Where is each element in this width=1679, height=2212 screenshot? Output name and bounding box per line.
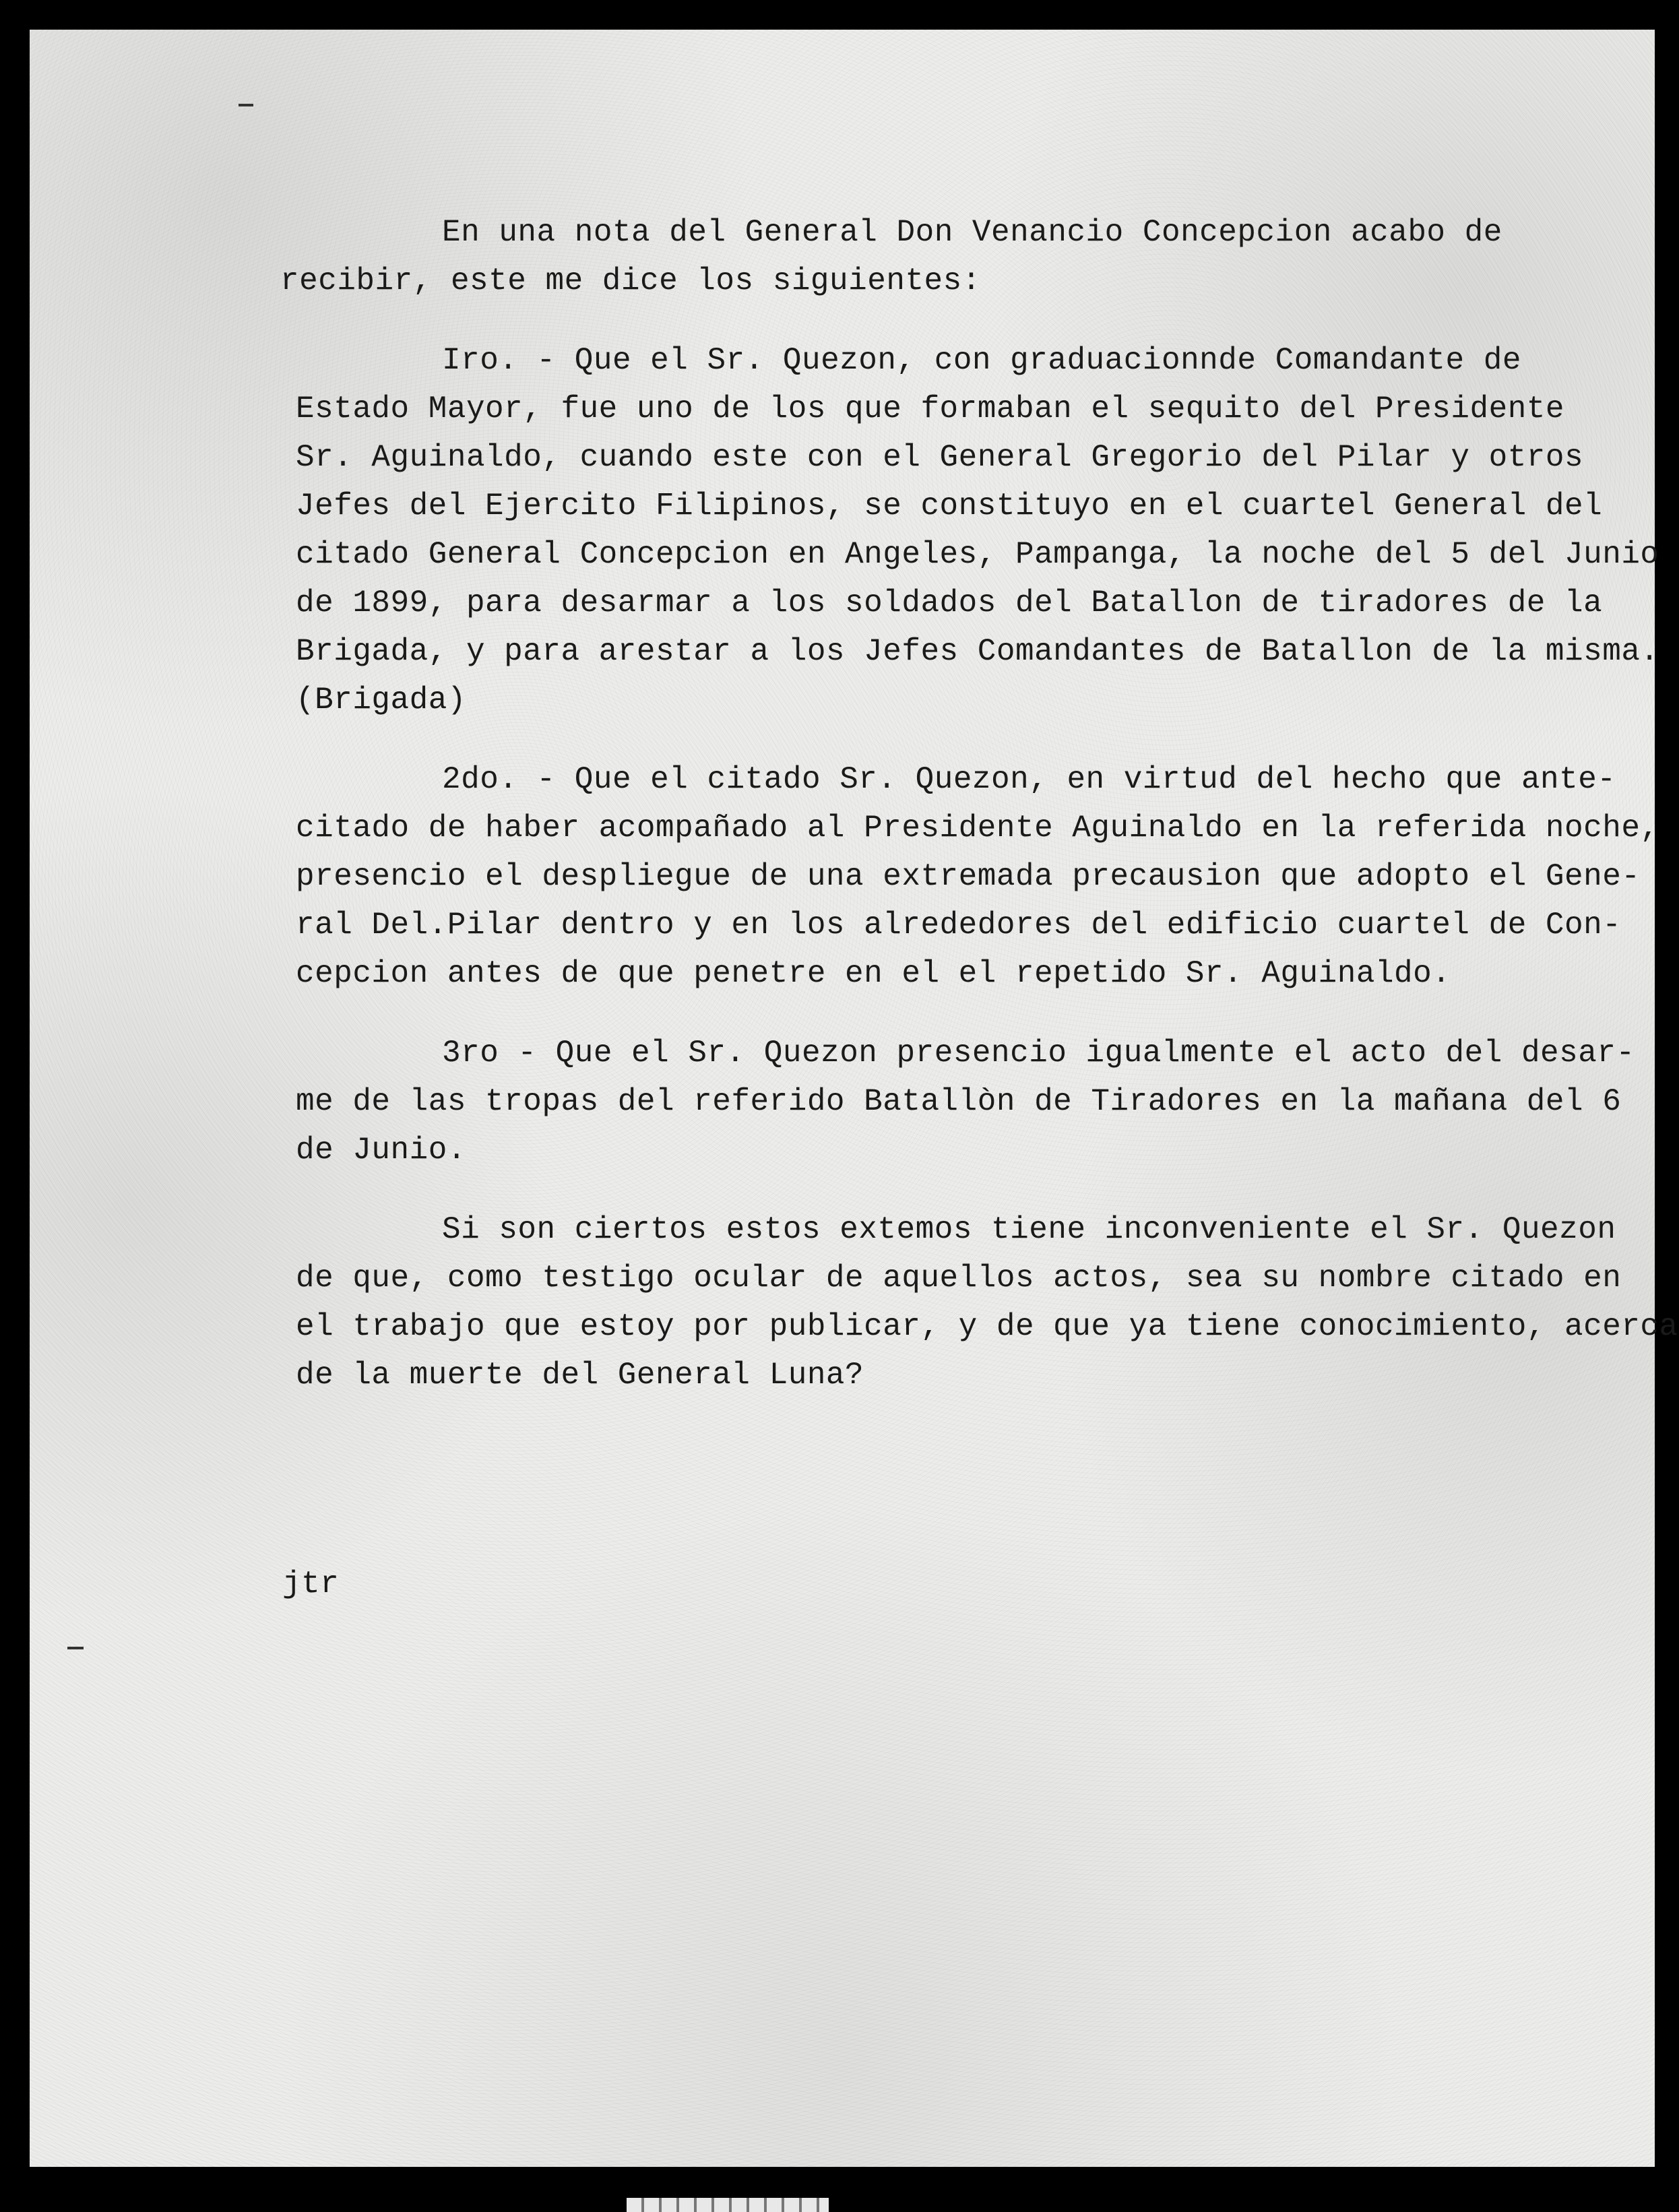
text-line: de que, como testigo ocular de aquellos actos, sea su nombre citado en xyxy=(296,1261,1622,1296)
text-line: 2do. - Que el citado Sr. Quezon, en virtud del hecho que ante- xyxy=(442,762,1616,797)
film-edge-strip xyxy=(627,2198,829,2212)
text-line: de la muerte del General Luna? xyxy=(296,1358,864,1393)
text-line: (Brigada) xyxy=(296,683,466,718)
text-line: cepcion antes de que penetre en el el repetido Sr. Aguinaldo. xyxy=(296,956,1451,991)
text-line: de Junio. xyxy=(296,1133,466,1168)
text-line: Si son ciertos estos extemos tiene inconveniente el Sr. Quezon xyxy=(442,1212,1616,1247)
text-line: Brigada, y para arestar a los Jefes Comandantes de Batallon de la misma. xyxy=(296,634,1659,669)
text-line: En una nota del General Don Venancio Concepcion acabo de xyxy=(442,215,1502,250)
paper-page xyxy=(30,30,1678,2167)
letter-body xyxy=(30,30,1678,2167)
text-line: Estado Mayor, fue uno de los que formaban el sequito del Presidente xyxy=(296,391,1565,426)
text-line: Sr. Aguinaldo, cuando este con el General Gregorio del Pilar y otros xyxy=(296,440,1584,475)
text-line: recibir, este me dice los siguientes: xyxy=(280,263,981,298)
text-line: me de las tropas del referido Batallòn de Tiradores en la mañana del 6 xyxy=(296,1084,1622,1119)
typist-initials: jtr xyxy=(282,1567,340,1602)
text-line: de 1899, para desarmar a los soldados del Batallon de tiradores de la xyxy=(296,586,1603,621)
text-line: 3ro - Que el Sr. Quezon presencio igualmente el acto del desar- xyxy=(442,1036,1635,1071)
text-line: Iro. - Que el Sr. Quezon, con graduacionnde Comandante de xyxy=(442,343,1521,378)
text-line: citado de haber acompañado al Presidente Aguinaldo en la referida noche, xyxy=(296,811,1659,846)
text-line: citado General Concepcion en Angeles, Pampanga, la noche del 5 del Junio xyxy=(296,537,1659,572)
text-line: ral Del.Pilar dentro y en los alrededores del edificio cuartel de Con- xyxy=(296,908,1622,943)
text-line: el trabajo que estoy por publicar, y de que ya tiene conocimiento, acerca xyxy=(296,1309,1678,1344)
text-line: presencio el despliegue de una extremada precausion que adopto el Gene- xyxy=(296,859,1641,894)
text-line: Jefes del Ejercito Filipinos, se constituyo en el cuartel General del xyxy=(296,488,1603,524)
